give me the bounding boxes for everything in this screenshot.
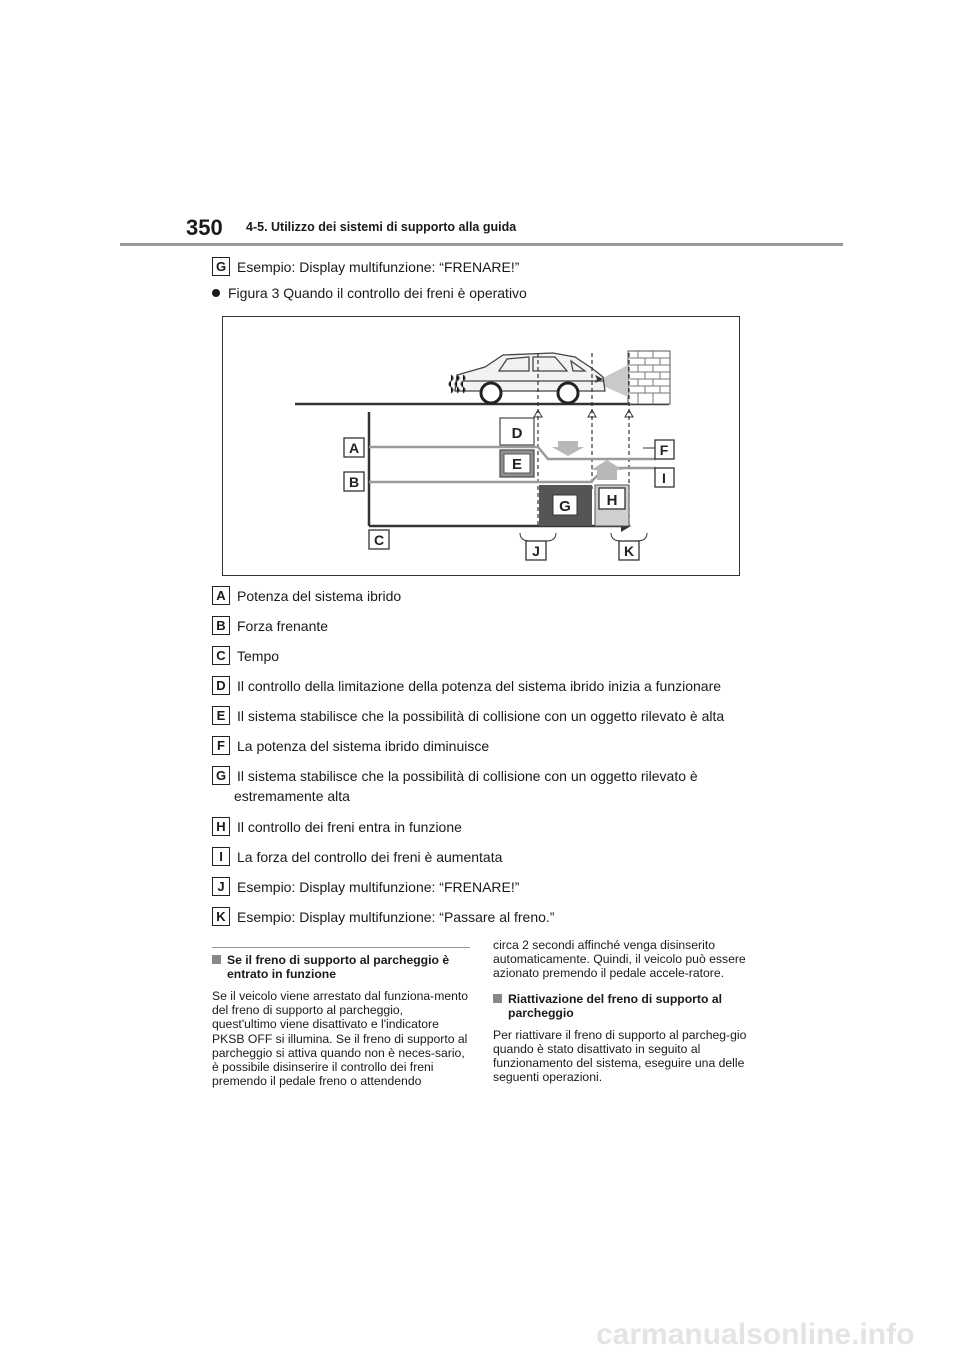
label-b: B [348, 474, 360, 490]
label-j: J [532, 543, 540, 559]
label-a: A [348, 440, 360, 456]
square-bullet-icon [212, 955, 221, 964]
label-h: H [606, 492, 618, 509]
label-badge: E [212, 706, 230, 725]
figure-box [222, 316, 740, 576]
example-text: Esempio: Display multifunzione: “FRENARE!” [237, 258, 520, 275]
legend-item [212, 736, 489, 755]
legend-text: Forza frenante [237, 617, 329, 634]
label-badge: G [212, 766, 230, 785]
section-title: 4-5. Utilizzo dei sistemi di supporto alla guida [246, 220, 517, 234]
watermark: carmanualsonline.info [596, 1318, 915, 1351]
braking-timeline-diagram [223, 317, 739, 575]
figure-caption-text: Figura 3 Quando il controllo dei freni è operativo [228, 285, 527, 301]
legend-item [212, 676, 721, 695]
right-column [493, 938, 749, 1084]
label-badge: B [212, 616, 230, 635]
legend-text: Il controllo della limitazione della potenza del sistema ibrido inizia a funzionare [237, 677, 722, 694]
legend-text: Tempo [237, 647, 280, 664]
legend-item [212, 616, 328, 635]
left-column-heading [212, 953, 470, 981]
bullet-icon [212, 289, 220, 297]
label-badge: C [212, 646, 230, 665]
arrow-down-icon [552, 441, 584, 456]
right-column-heading [493, 992, 749, 1020]
legend-item [212, 877, 519, 896]
car-icon [455, 353, 605, 391]
label-badge: H [212, 817, 230, 836]
legend-item [212, 706, 724, 725]
legend-item [212, 817, 462, 836]
header-rule [120, 243, 843, 246]
legend-item [212, 766, 698, 785]
label-badge: I [212, 847, 230, 866]
square-bullet-icon [493, 994, 502, 1003]
label-d: D [511, 425, 523, 442]
right-column-body-top: circa 2 secondi affinché venga disinserito automaticamente. Quindi, il veicolo può essere azionato premendo il pedale accele-ratore. [493, 938, 746, 981]
label-badge: J [212, 877, 230, 896]
legend-text: Il sistema stabilisce che la possibilità di collisione con un oggetto rilevato è [237, 767, 698, 784]
time-marker-icons [534, 410, 633, 417]
label-k: K [623, 543, 635, 559]
label-badge: K [212, 907, 230, 926]
legend-item [212, 907, 554, 926]
left-column [212, 953, 470, 1088]
legend-text: Il controllo dei freni entra in funzione [237, 818, 462, 835]
column-rule [212, 947, 470, 948]
legend-text: Esempio: Display multifunzione: “Passare al freno.” [237, 908, 555, 925]
legend-item [212, 646, 279, 665]
legend-text: La potenza del sistema ibrido diminuisce [237, 737, 490, 754]
left-heading-text: Se il freno di supporto al parcheggio è entrato in funzione [227, 953, 450, 981]
legend-text: Il sistema stabilisce che la possibilità di collisione con un oggetto rilevato è alta [237, 707, 725, 724]
label-f: F [659, 442, 669, 458]
label-badge: G [212, 257, 230, 276]
legend-text: Esempio: Display multifunzione: “FRENARE!” [237, 878, 520, 895]
legend-item [212, 586, 401, 605]
page-number: 350 [186, 215, 223, 240]
label-c: C [373, 532, 385, 548]
legend-text: La forza del controllo dei freni è aumentata [237, 848, 503, 865]
label-badge: A [212, 586, 230, 605]
label-badge: D [212, 676, 230, 695]
label-g: G [559, 498, 571, 515]
label-badge: F [212, 736, 230, 755]
label-e: E [511, 456, 523, 473]
left-column-body: Se il veicolo viene arrestato dal funziona-mento del freno di supporto al parcheggio, quest'ultimo viene disattivato e l'indicatore PKSB OFF si illumina. Se il freno di supporto al parcheggio si attiva quando non è neces-sario, è possibile disinserire il controllo dei freni premendo il pedale freno o attendendo [212, 989, 469, 1089]
right-column-body: Per riattivare il freno di supporto al parcheg-gio quando è stato disattivato in seguito al funzionamento del sistema, eseguire una delle seguenti operazioni. [493, 1027, 747, 1085]
wall-icon [628, 351, 670, 404]
example-line [212, 257, 519, 276]
legend-continuation: estremamente alta [234, 788, 350, 804]
legend-item [212, 847, 502, 866]
figure-caption [212, 285, 527, 301]
right-heading-text: Riattivazione del freno di supporto al parcheggio [508, 991, 722, 1020]
label-i: I [662, 470, 666, 486]
sensor-beam [601, 365, 628, 397]
legend-text: Potenza del sistema ibrido [237, 587, 402, 604]
